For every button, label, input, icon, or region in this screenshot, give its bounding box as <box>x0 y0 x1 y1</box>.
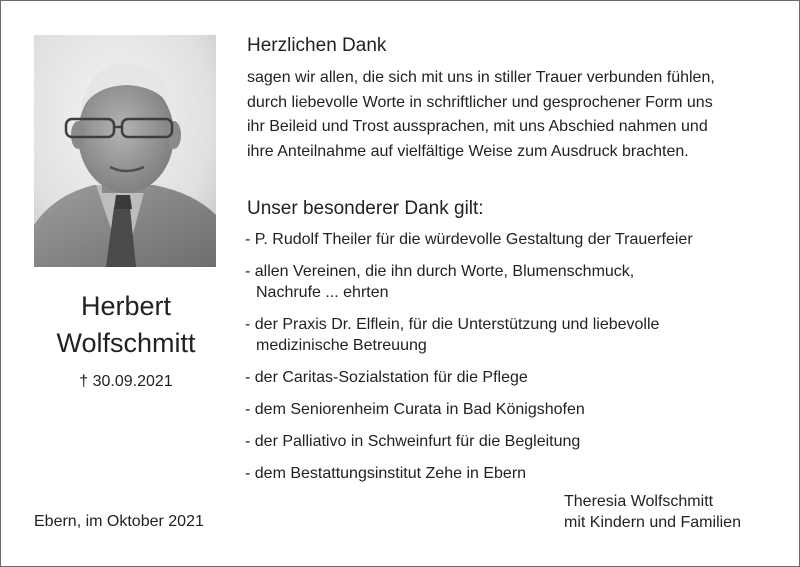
special-thanks-list <box>245 229 785 495</box>
list-item-line: - der Caritas-Sozialstation für die Pflege <box>245 369 528 386</box>
first-name: Herbert <box>80 291 172 321</box>
deceased-name <box>20 288 232 362</box>
signature-line: Theresia Wolfschmitt <box>564 493 714 510</box>
special-thanks-heading: Unser besonderer Dank gilt: <box>247 198 484 219</box>
list-item <box>245 367 785 388</box>
thanks-paragraph <box>247 66 777 164</box>
list-item <box>245 314 785 356</box>
list-item-line: - P. Rudolf Theiler für die würdevolle Gestaltung der Trauerfeier <box>245 231 693 248</box>
thanks-line: ihre Anteilnahme auf vielfältige Weise zum Ausdruck brachten. <box>247 142 689 160</box>
thanks-line: ihr Beileid und Trost aussprachen, mit uns Abschied nahmen und <box>247 118 708 135</box>
list-item <box>245 229 785 250</box>
signature-line: mit Kindern und Familien <box>564 514 741 531</box>
list-item-line: medizinische Betreuung <box>256 337 427 354</box>
place-date: Ebern, im Oktober 2021 <box>34 513 204 530</box>
signature <box>564 491 741 533</box>
list-item-line: - dem Seniorenheim Curata in Bad Königshofen <box>245 401 585 418</box>
last-name: Wolfschmitt <box>56 328 196 358</box>
portrait-photo <box>34 35 216 267</box>
list-item-line: Nachrufe ... ehrten <box>256 284 389 301</box>
list-item <box>245 463 785 484</box>
list-item-line: - der Palliativo in Schweinfurt für die Begleitung <box>245 433 581 450</box>
list-item <box>245 261 785 303</box>
list-item <box>245 399 785 420</box>
thanks-heading: Herzlichen Dank <box>247 35 387 56</box>
list-item-line: - der Praxis Dr. Elflein, für die Unterstützung und liebevolle <box>245 316 660 333</box>
list-item-line: - allen Vereinen, die ihn durch Worte, Blumenschmuck, <box>245 263 635 280</box>
thanks-line: durch liebevolle Worte in schriftlicher und gesprochener Form uns <box>247 93 713 111</box>
list-item <box>245 431 785 452</box>
thanks-line: sagen wir allen, die sich mit uns in stiller Trauer verbunden fühlen, <box>247 69 715 86</box>
death-date: † 30.09.2021 <box>79 373 173 390</box>
list-item-line: - dem Bestattungsinstitut Zehe in Ebern <box>245 465 527 482</box>
